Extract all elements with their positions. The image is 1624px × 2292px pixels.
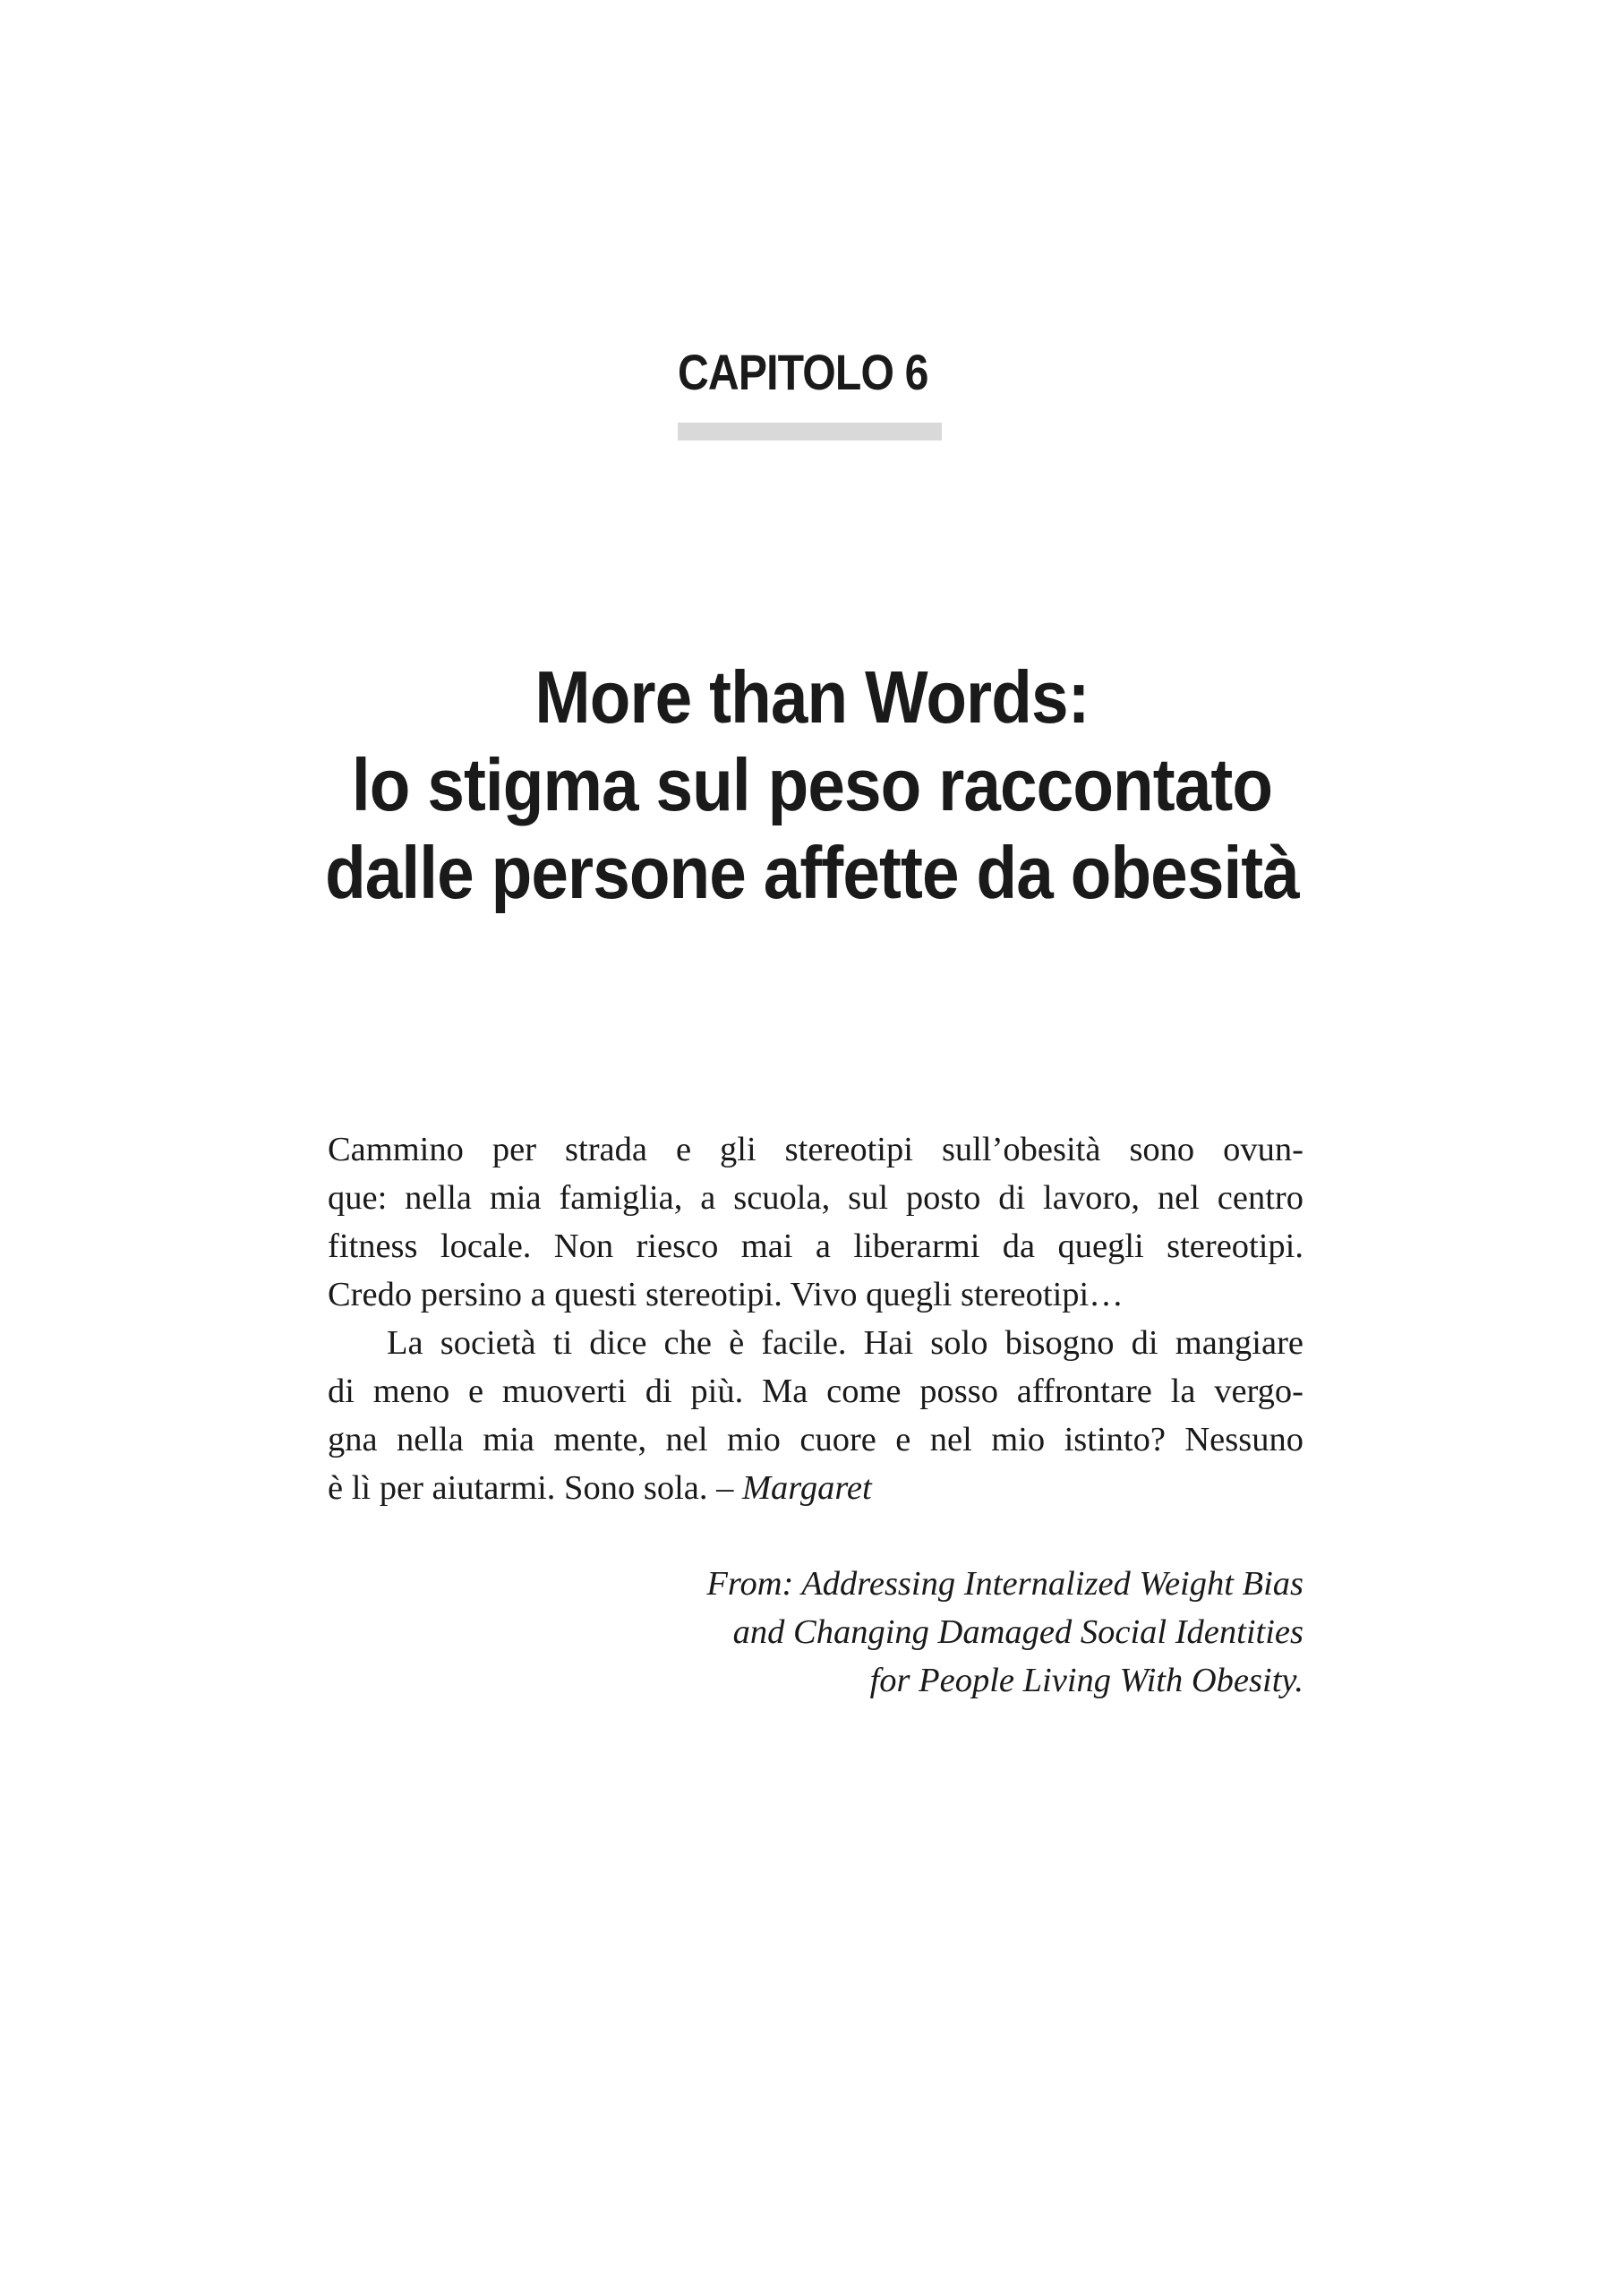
epigraph-paragraph: [328, 1319, 1303, 1512]
epigraph-source: [537, 1560, 1303, 1705]
epigraph-quote: [328, 1125, 1303, 1512]
chapter-underline: [678, 423, 942, 440]
epigraph-line: La società ti dice che è facile. Hai solo bisogno di mangiare: [387, 1324, 1303, 1362]
epigraph-paragraph: [328, 1125, 1303, 1319]
chapter-title-line: lo stigma sul peso raccontato: [351, 743, 1273, 826]
epigraph-author: Margaret: [741, 1469, 872, 1507]
chapter-title: [0, 654, 1624, 917]
source-line: for People Living With Obesity.: [869, 1662, 1303, 1699]
epigraph-line: Credo persino a questi stereotipi. Vivo quegli stereotipi…: [328, 1276, 1124, 1313]
source-line: and Changing Damaged Social Identities: [732, 1613, 1303, 1651]
epigraph-line: Cammino per strada e gli stereotipi sull’obesità sono ovun-: [328, 1131, 1303, 1168]
epigraph-line-text: è lì per aiutarmi. Sono sola. –: [328, 1469, 734, 1507]
epigraph-line: gna nella mia mente, nel mio cuore e nel mio istinto? Nessuno: [328, 1421, 1303, 1458]
epigraph-line: fitness locale. Non riesco mai a liberarmi da quegli stereotipi.: [328, 1227, 1303, 1265]
epigraph-line: di meno e muoverti di più. Ma come posso affrontare la vergo-: [328, 1373, 1303, 1410]
source-line: From: Addressing Internalized Weight Bias: [706, 1565, 1303, 1603]
chapter-label: CAPITOLO 6: [678, 344, 928, 400]
chapter-title-line: dalle persone affette da obesità: [325, 831, 1299, 914]
chapter-title-line: More than Words:: [534, 655, 1090, 739]
epigraph-last-line: [328, 1464, 1303, 1512]
epigraph-line: que: nella mia famiglia, a scuola, sul posto di lavoro, nel centro: [328, 1179, 1303, 1217]
